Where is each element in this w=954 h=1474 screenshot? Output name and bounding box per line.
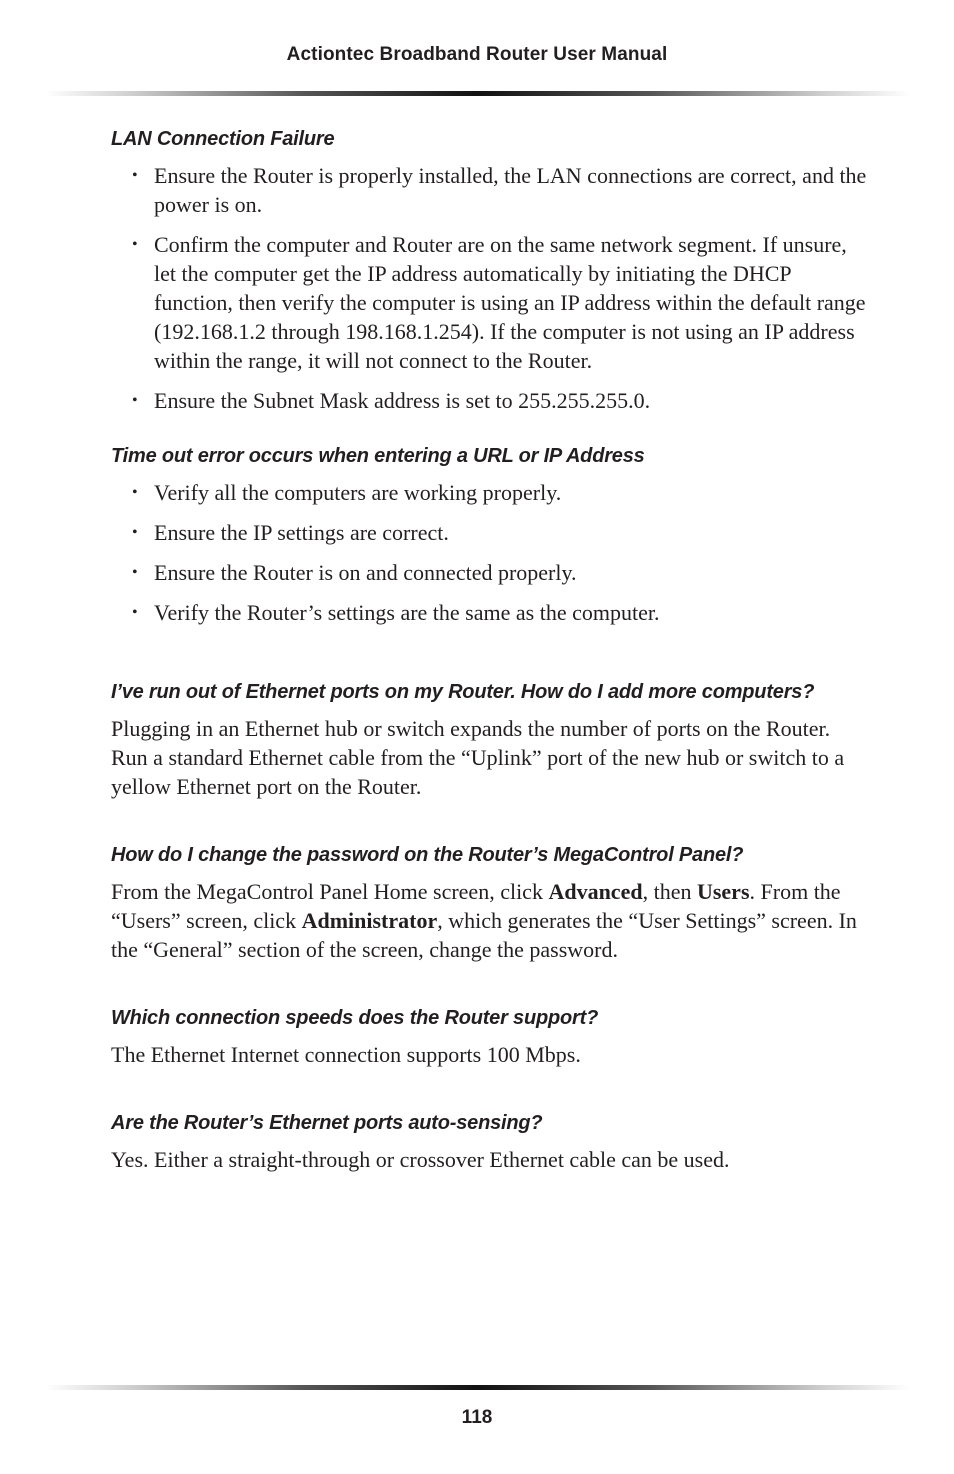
section-heading: How do I change the password on the Router’s MegaControl Panel?: [111, 844, 744, 866]
list-item: [111, 518, 871, 547]
list-item: [111, 161, 871, 219]
bullet-icon: •: [132, 236, 138, 253]
header-divider: [45, 91, 910, 96]
section-paragraph: Plugging in an Ethernet hub or switch expands the number of ports on the Router. Run a standard Ethernet cable from the “Uplink” port of the new hub or switch to a yellow Ethernet port on the Router.: [111, 716, 845, 799]
list-item: [111, 478, 871, 507]
administrator-label: Administrator: [301, 908, 438, 933]
list-item-text: Ensure the Subnet Mask address is set to 255.255.255.0.: [154, 388, 651, 413]
page-number: 118: [461, 1407, 493, 1428]
footer-divider: [45, 1385, 910, 1390]
section-paragraph: The Ethernet Internet connection supports 100 Mbps.: [111, 1042, 581, 1067]
running-header: Actiontec Broadband Router User Manual: [286, 44, 668, 65]
list-item-text: Confirm the computer and Router are on the same network segment. If unsure, let the computer get the IP address automatically by initiating the DHCP function, then verify the computer is using an IP address within the default range (192.168.1.2 through 198.168.1.254). If the computer is not using an IP address within the range, it will not connect to the Router.: [154, 232, 866, 373]
section-ethernet-ports: [111, 678, 871, 801]
section-heading: LAN Connection Failure: [111, 128, 335, 150]
section-timeout-error: [111, 442, 871, 627]
users-label: Users: [696, 879, 750, 904]
section-heading: I’ve run out of Ethernet ports on my Router. How do I add more computers?: [111, 681, 815, 703]
bullet-icon: •: [132, 564, 138, 581]
section-lan-connection-failure: [111, 125, 871, 415]
section-change-password: [111, 841, 871, 964]
list-item-text: Verify the Router’s settings are the same as the computer.: [154, 600, 660, 625]
list-item-text: Ensure the Router is on and connected properly.: [154, 560, 577, 585]
section-heading: Time out error occurs when entering a URL or IP Address: [111, 445, 645, 467]
section-connection-speeds: [111, 1004, 871, 1069]
list-item: [111, 230, 871, 375]
bullet-icon: •: [132, 604, 138, 621]
bullet-icon: •: [132, 392, 138, 409]
bullet-list: [111, 161, 871, 415]
section-paragraph: Yes. Either a straight-through or crossover Ethernet cable can be used.: [111, 1147, 730, 1172]
section-heading: Which connection speeds does the Router support?: [111, 1007, 599, 1029]
section-auto-sensing: [111, 1109, 871, 1174]
list-item: [111, 598, 871, 627]
bullet-list: [111, 478, 871, 627]
list-item: [111, 386, 871, 415]
advanced-label: Advanced: [548, 879, 643, 904]
list-item: [111, 558, 871, 587]
bullet-icon: •: [132, 524, 138, 541]
page-body: [111, 125, 871, 1174]
bullet-icon: •: [132, 484, 138, 501]
list-item-text: Verify all the computers are working properly.: [154, 480, 562, 505]
section-heading: Are the Router’s Ethernet ports auto-sensing?: [111, 1112, 543, 1134]
bullet-icon: •: [132, 167, 138, 184]
list-item-text: Ensure the IP settings are correct.: [154, 520, 449, 545]
section-paragraph: From the MegaControl Panel Home screen, click Advanced, then Users. From the “Users” screen, click Administrator, which generates the “User Settings” screen. In the “General” section of the screen, change the password.: [111, 879, 857, 962]
list-item-text: Ensure the Router is properly installed, the LAN connections are correct, and the power is on.: [154, 163, 867, 217]
